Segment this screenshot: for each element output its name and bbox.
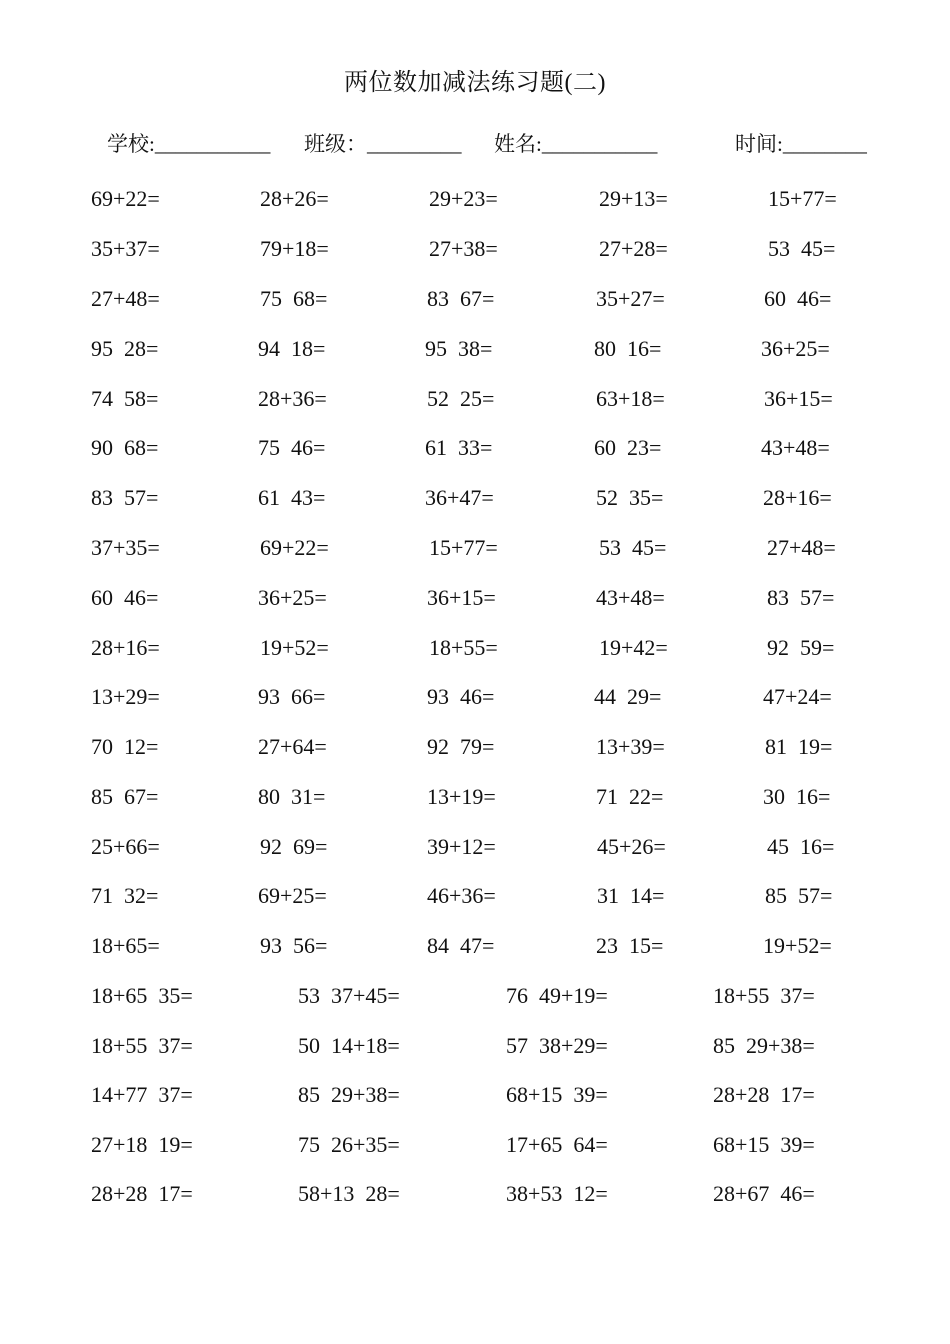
problem: 58+13 28= bbox=[298, 1181, 400, 1206]
mixed-problem-row bbox=[0, 1181, 950, 1215]
problem: 68+15 39= bbox=[506, 1082, 608, 1107]
problem: 53 45= bbox=[768, 236, 836, 261]
problem: 31 14= bbox=[597, 883, 665, 908]
problem: 92 79= bbox=[427, 734, 495, 759]
problem-row bbox=[0, 684, 950, 718]
problem: 75 68= bbox=[260, 286, 328, 311]
problem: 18+55 37= bbox=[713, 983, 815, 1008]
time-field: 时间:________ bbox=[735, 132, 867, 156]
problem: 81 19= bbox=[765, 734, 833, 759]
class-field: 班级：_________ bbox=[304, 132, 462, 156]
problem: 18+65 35= bbox=[91, 983, 193, 1008]
problem: 71 22= bbox=[596, 784, 664, 809]
school-field: 学校:___________ bbox=[107, 132, 271, 156]
problem: 13+39= bbox=[596, 734, 665, 759]
problem-row bbox=[0, 834, 950, 868]
problem: 95 38= bbox=[425, 336, 493, 361]
mixed-problem-row bbox=[0, 1033, 950, 1067]
problem-row bbox=[0, 386, 950, 420]
problem: 25+66= bbox=[91, 834, 160, 859]
problem: 28+28 17= bbox=[91, 1181, 193, 1206]
problem-row bbox=[0, 336, 950, 370]
problem: 50 14+18= bbox=[298, 1033, 400, 1058]
problem-row bbox=[0, 535, 950, 569]
problem: 17+65 64= bbox=[506, 1132, 608, 1157]
problem: 90 68= bbox=[91, 435, 159, 460]
problem: 75 46= bbox=[258, 435, 326, 460]
problem: 76 49+19= bbox=[506, 983, 608, 1008]
problem-row bbox=[0, 186, 950, 220]
problem: 93 66= bbox=[258, 684, 326, 709]
problem: 15+77= bbox=[768, 186, 837, 211]
problem: 85 67= bbox=[91, 784, 159, 809]
problem: 53 45= bbox=[599, 535, 667, 560]
problem: 18+65= bbox=[91, 933, 160, 958]
problem-row bbox=[0, 734, 950, 768]
problem: 83 57= bbox=[91, 485, 159, 510]
problem: 85 29+38= bbox=[298, 1082, 400, 1107]
problem-row bbox=[0, 485, 950, 519]
problem-row bbox=[0, 286, 950, 320]
problem: 79+18= bbox=[260, 236, 329, 261]
mixed-problem-row bbox=[0, 1132, 950, 1166]
problem: 15+77= bbox=[429, 535, 498, 560]
problem: 95 28= bbox=[91, 336, 159, 361]
problem: 80 31= bbox=[258, 784, 326, 809]
mixed-problem-row bbox=[0, 983, 950, 1017]
problem: 75 26+35= bbox=[298, 1132, 400, 1157]
problem: 18+55= bbox=[429, 635, 498, 660]
problem: 69+22= bbox=[91, 186, 160, 211]
mixed-problem-row bbox=[0, 1082, 950, 1116]
problem: 46+36= bbox=[427, 883, 496, 908]
problem-row bbox=[0, 784, 950, 818]
problem: 85 29+38= bbox=[713, 1033, 815, 1058]
problem: 93 56= bbox=[260, 933, 328, 958]
problem: 27+38= bbox=[429, 236, 498, 261]
problem: 85 57= bbox=[765, 883, 833, 908]
problem: 74 58= bbox=[91, 386, 159, 411]
problem: 28+67 46= bbox=[713, 1181, 815, 1206]
problem: 30 16= bbox=[763, 784, 831, 809]
problem: 18+55 37= bbox=[91, 1033, 193, 1058]
problem: 94 18= bbox=[258, 336, 326, 361]
problem: 36+15= bbox=[427, 585, 496, 610]
problem: 83 67= bbox=[427, 286, 495, 311]
problem: 28+36= bbox=[258, 386, 327, 411]
problem-row bbox=[0, 435, 950, 469]
problem: 39+12= bbox=[427, 834, 496, 859]
problem: 52 35= bbox=[596, 485, 664, 510]
problem: 52 25= bbox=[427, 386, 495, 411]
problem: 27+48= bbox=[767, 535, 836, 560]
problem: 28+26= bbox=[260, 186, 329, 211]
problem-row bbox=[0, 585, 950, 619]
problem: 84 47= bbox=[427, 933, 495, 958]
problem: 83 57= bbox=[767, 585, 835, 610]
problem: 63+18= bbox=[596, 386, 665, 411]
problem: 35+27= bbox=[596, 286, 665, 311]
problem: 69+22= bbox=[260, 535, 329, 560]
problem: 13+29= bbox=[91, 684, 160, 709]
problem: 60 46= bbox=[764, 286, 832, 311]
problem-row bbox=[0, 883, 950, 917]
problem: 23 15= bbox=[596, 933, 664, 958]
problem: 80 16= bbox=[594, 336, 662, 361]
problem-row bbox=[0, 236, 950, 270]
problem: 43+48= bbox=[761, 435, 830, 460]
problem: 19+52= bbox=[260, 635, 329, 660]
page-title: 两位数加减法练习题(二) bbox=[344, 70, 606, 96]
problem: 60 46= bbox=[91, 585, 159, 610]
problem: 19+42= bbox=[599, 635, 668, 660]
problem: 27+64= bbox=[258, 734, 327, 759]
problem: 44 29= bbox=[594, 684, 662, 709]
problem: 28+16= bbox=[763, 485, 832, 510]
problem-row bbox=[0, 933, 950, 967]
problem: 69+25= bbox=[258, 883, 327, 908]
problem: 61 43= bbox=[258, 485, 326, 510]
problem: 36+15= bbox=[764, 386, 833, 411]
problem: 47+24= bbox=[763, 684, 832, 709]
name-field: 姓名:___________ bbox=[494, 132, 658, 156]
problem: 60 23= bbox=[594, 435, 662, 460]
problem: 57 38+29= bbox=[506, 1033, 608, 1058]
problem: 53 37+45= bbox=[298, 983, 400, 1008]
problem: 35+37= bbox=[91, 236, 160, 261]
problem: 61 33= bbox=[425, 435, 493, 460]
problem: 36+25= bbox=[258, 585, 327, 610]
problem: 29+23= bbox=[429, 186, 498, 211]
problem: 13+19= bbox=[427, 784, 496, 809]
problem: 19+52= bbox=[763, 933, 832, 958]
problem: 28+16= bbox=[91, 635, 160, 660]
problem: 27+28= bbox=[599, 236, 668, 261]
problem: 43+48= bbox=[596, 585, 665, 610]
problem: 28+28 17= bbox=[713, 1082, 815, 1107]
problem: 27+48= bbox=[91, 286, 160, 311]
problem: 93 46= bbox=[427, 684, 495, 709]
problem: 92 69= bbox=[260, 834, 328, 859]
problem: 71 32= bbox=[91, 883, 159, 908]
problem-row bbox=[0, 635, 950, 669]
problem: 36+47= bbox=[425, 485, 494, 510]
problem: 37+35= bbox=[91, 535, 160, 560]
problem: 68+15 39= bbox=[713, 1132, 815, 1157]
problem: 38+53 12= bbox=[506, 1181, 608, 1206]
problem: 14+77 37= bbox=[91, 1082, 193, 1107]
problem: 27+18 19= bbox=[91, 1132, 193, 1157]
problem: 36+25= bbox=[761, 336, 830, 361]
problem: 70 12= bbox=[91, 734, 159, 759]
problem: 45+26= bbox=[597, 834, 666, 859]
problem: 92 59= bbox=[767, 635, 835, 660]
problem: 29+13= bbox=[599, 186, 668, 211]
problem: 45 16= bbox=[767, 834, 835, 859]
